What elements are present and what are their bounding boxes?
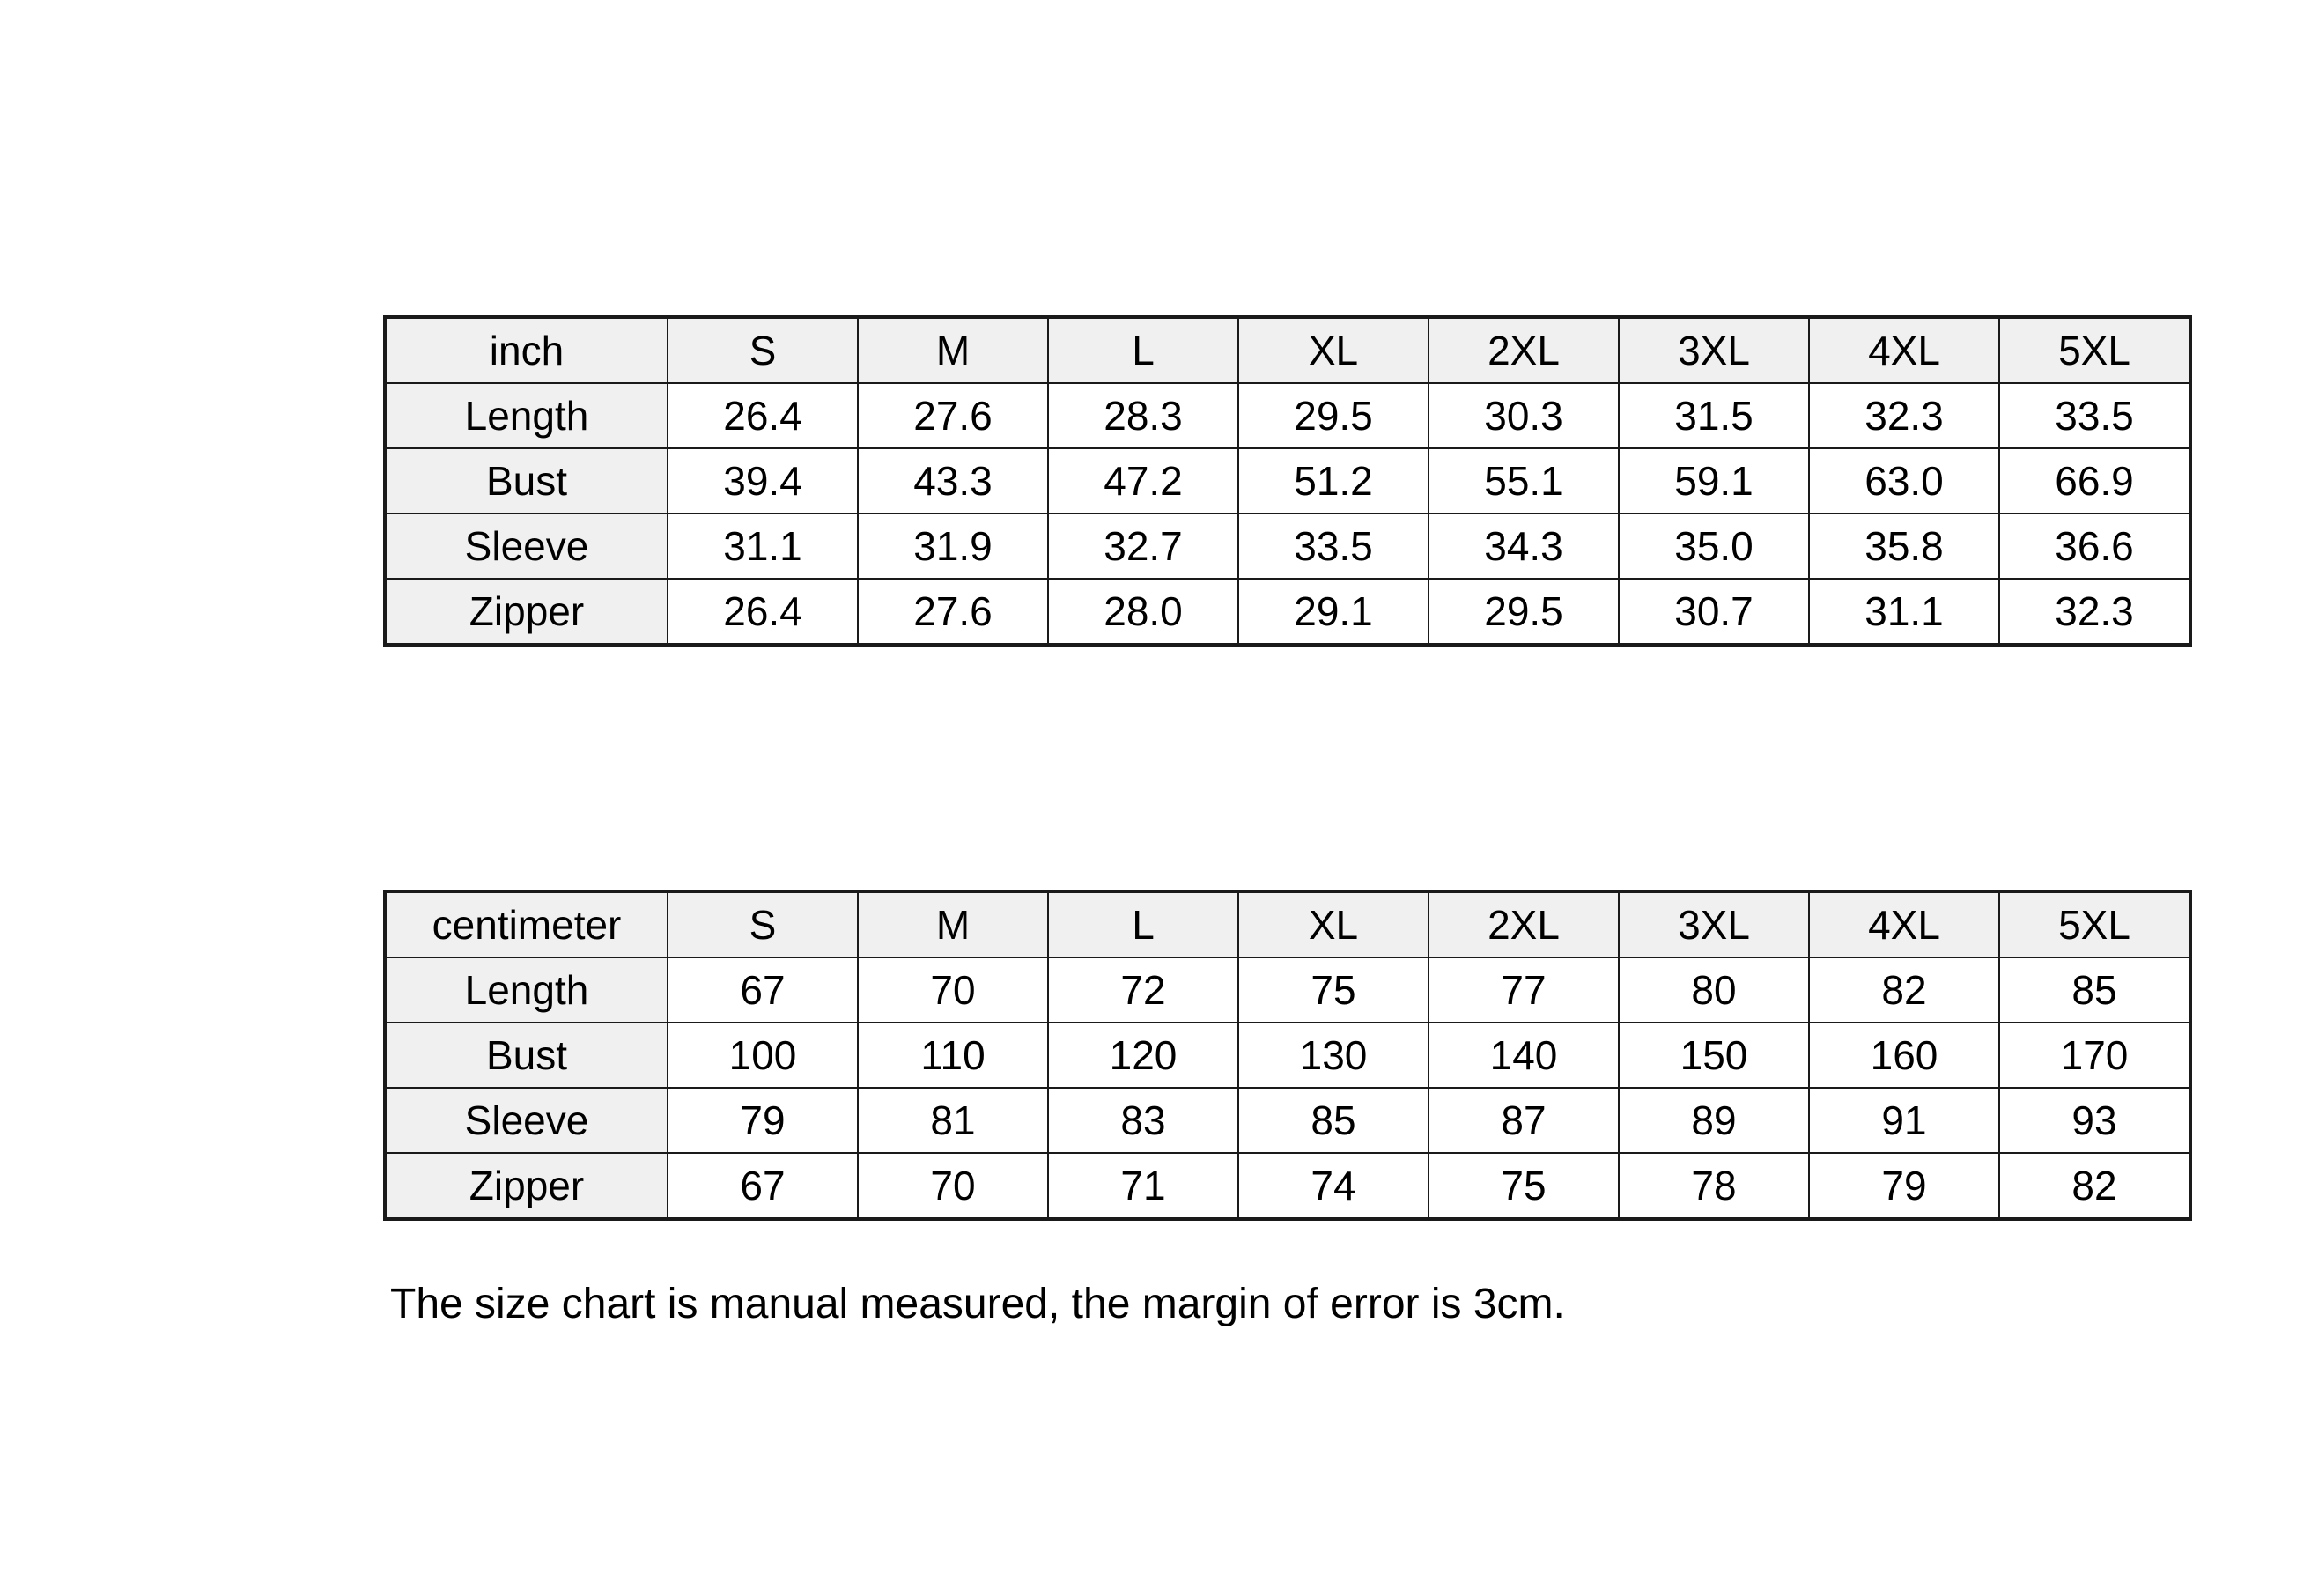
table-row	[385, 1023, 2190, 1088]
cm-sleeve-m: 81	[858, 1088, 1048, 1153]
table-row	[385, 383, 2190, 448]
centimeter-size-table	[383, 890, 2192, 1221]
cm-zipper-2xl: 75	[1429, 1153, 1619, 1219]
table-row	[385, 891, 2190, 957]
cm-length-4xl: 82	[1809, 957, 1999, 1023]
cm-bust-2xl: 140	[1429, 1023, 1619, 1088]
cm-bust-s: 100	[668, 1023, 858, 1088]
inch-sleeve-m: 31.9	[858, 514, 1048, 579]
inch-bust-m: 43.3	[858, 448, 1048, 514]
inch-col-header-xl: XL	[1238, 317, 1429, 383]
inch-col-header-l: L	[1048, 317, 1238, 383]
inch-size-table	[383, 315, 2192, 647]
inch-zipper-xl: 29.1	[1238, 579, 1429, 645]
inch-zipper-3xl: 30.7	[1619, 579, 1809, 645]
cm-col-header-2xl: 2XL	[1429, 891, 1619, 957]
inch-col-header-3xl: 3XL	[1619, 317, 1809, 383]
inch-unit-header: inch	[385, 317, 668, 383]
cm-sleeve-5xl: 93	[1999, 1088, 2190, 1153]
table-row	[385, 514, 2190, 579]
inch-bust-xl: 51.2	[1238, 448, 1429, 514]
cm-length-2xl: 77	[1429, 957, 1619, 1023]
cm-zipper-m: 70	[858, 1153, 1048, 1219]
cm-col-header-s: S	[668, 891, 858, 957]
inch-bust-3xl: 59.1	[1619, 448, 1809, 514]
cm-bust-m: 110	[858, 1023, 1048, 1088]
cm-length-m: 70	[858, 957, 1048, 1023]
inch-length-5xl: 33.5	[1999, 383, 2190, 448]
inch-sleeve-s: 31.1	[668, 514, 858, 579]
cm-zipper-xl: 74	[1238, 1153, 1429, 1219]
cm-col-header-m: M	[858, 891, 1048, 957]
inch-row-label-bust: Bust	[385, 448, 668, 514]
cm-bust-xl: 130	[1238, 1023, 1429, 1088]
inch-sleeve-2xl: 34.3	[1429, 514, 1619, 579]
inch-length-3xl: 31.5	[1619, 383, 1809, 448]
inch-sleeve-4xl: 35.8	[1809, 514, 1999, 579]
cm-zipper-l: 71	[1048, 1153, 1238, 1219]
inch-length-2xl: 30.3	[1429, 383, 1619, 448]
table-row	[385, 448, 2190, 514]
cm-col-header-3xl: 3XL	[1619, 891, 1809, 957]
measurement-note: The size chart is manual measured, the margin of error is 3cm.	[390, 1281, 1565, 1327]
cm-bust-l: 120	[1048, 1023, 1238, 1088]
cm-bust-3xl: 150	[1619, 1023, 1809, 1088]
inch-zipper-5xl: 32.3	[1999, 579, 2190, 645]
cm-col-header-l: L	[1048, 891, 1238, 957]
cm-zipper-4xl: 79	[1809, 1153, 1999, 1219]
cm-bust-5xl: 170	[1999, 1023, 2190, 1088]
inch-col-header-5xl: 5XL	[1999, 317, 2190, 383]
inch-col-header-s: S	[668, 317, 858, 383]
inch-zipper-l: 28.0	[1048, 579, 1238, 645]
cm-sleeve-s: 79	[668, 1088, 858, 1153]
inch-length-s: 26.4	[668, 383, 858, 448]
inch-row-label-length: Length	[385, 383, 668, 448]
inch-bust-5xl: 66.9	[1999, 448, 2190, 514]
inch-col-header-4xl: 4XL	[1809, 317, 1999, 383]
inch-bust-s: 39.4	[668, 448, 858, 514]
table-row	[385, 579, 2190, 645]
cm-sleeve-l: 83	[1048, 1088, 1238, 1153]
inch-sleeve-l: 32.7	[1048, 514, 1238, 579]
cm-col-header-4xl: 4XL	[1809, 891, 1999, 957]
inch-zipper-4xl: 31.1	[1809, 579, 1999, 645]
inch-length-m: 27.6	[858, 383, 1048, 448]
inch-length-xl: 29.5	[1238, 383, 1429, 448]
inch-col-header-m: M	[858, 317, 1048, 383]
cm-row-label-length: Length	[385, 957, 668, 1023]
cm-zipper-5xl: 82	[1999, 1153, 2190, 1219]
inch-col-header-2xl: 2XL	[1429, 317, 1619, 383]
inch-sleeve-xl: 33.5	[1238, 514, 1429, 579]
inch-row-label-zipper: Zipper	[385, 579, 668, 645]
inch-sleeve-5xl: 36.6	[1999, 514, 2190, 579]
cm-row-label-bust: Bust	[385, 1023, 668, 1088]
table-row	[385, 317, 2190, 383]
table-row	[385, 957, 2190, 1023]
cm-bust-4xl: 160	[1809, 1023, 1999, 1088]
cm-length-3xl: 80	[1619, 957, 1809, 1023]
cm-length-l: 72	[1048, 957, 1238, 1023]
inch-zipper-2xl: 29.5	[1429, 579, 1619, 645]
inch-row-label-sleeve: Sleeve	[385, 514, 668, 579]
cm-length-s: 67	[668, 957, 858, 1023]
cm-row-label-zipper: Zipper	[385, 1153, 668, 1219]
cm-sleeve-xl: 85	[1238, 1088, 1429, 1153]
cm-sleeve-3xl: 89	[1619, 1088, 1809, 1153]
cm-zipper-s: 67	[668, 1153, 858, 1219]
inch-bust-4xl: 63.0	[1809, 448, 1999, 514]
cm-sleeve-4xl: 91	[1809, 1088, 1999, 1153]
cm-length-xl: 75	[1238, 957, 1429, 1023]
table-row	[385, 1153, 2190, 1219]
inch-zipper-m: 27.6	[858, 579, 1048, 645]
cm-row-label-sleeve: Sleeve	[385, 1088, 668, 1153]
cm-sleeve-2xl: 87	[1429, 1088, 1619, 1153]
cm-col-header-5xl: 5XL	[1999, 891, 2190, 957]
inch-length-4xl: 32.3	[1809, 383, 1999, 448]
cm-col-header-xl: XL	[1238, 891, 1429, 957]
inch-sleeve-3xl: 35.0	[1619, 514, 1809, 579]
inch-bust-l: 47.2	[1048, 448, 1238, 514]
table-row	[385, 1088, 2190, 1153]
cm-zipper-3xl: 78	[1619, 1153, 1809, 1219]
inch-length-l: 28.3	[1048, 383, 1238, 448]
cm-unit-header: centimeter	[385, 891, 668, 957]
cm-length-5xl: 85	[1999, 957, 2190, 1023]
inch-zipper-s: 26.4	[668, 579, 858, 645]
inch-bust-2xl: 55.1	[1429, 448, 1619, 514]
